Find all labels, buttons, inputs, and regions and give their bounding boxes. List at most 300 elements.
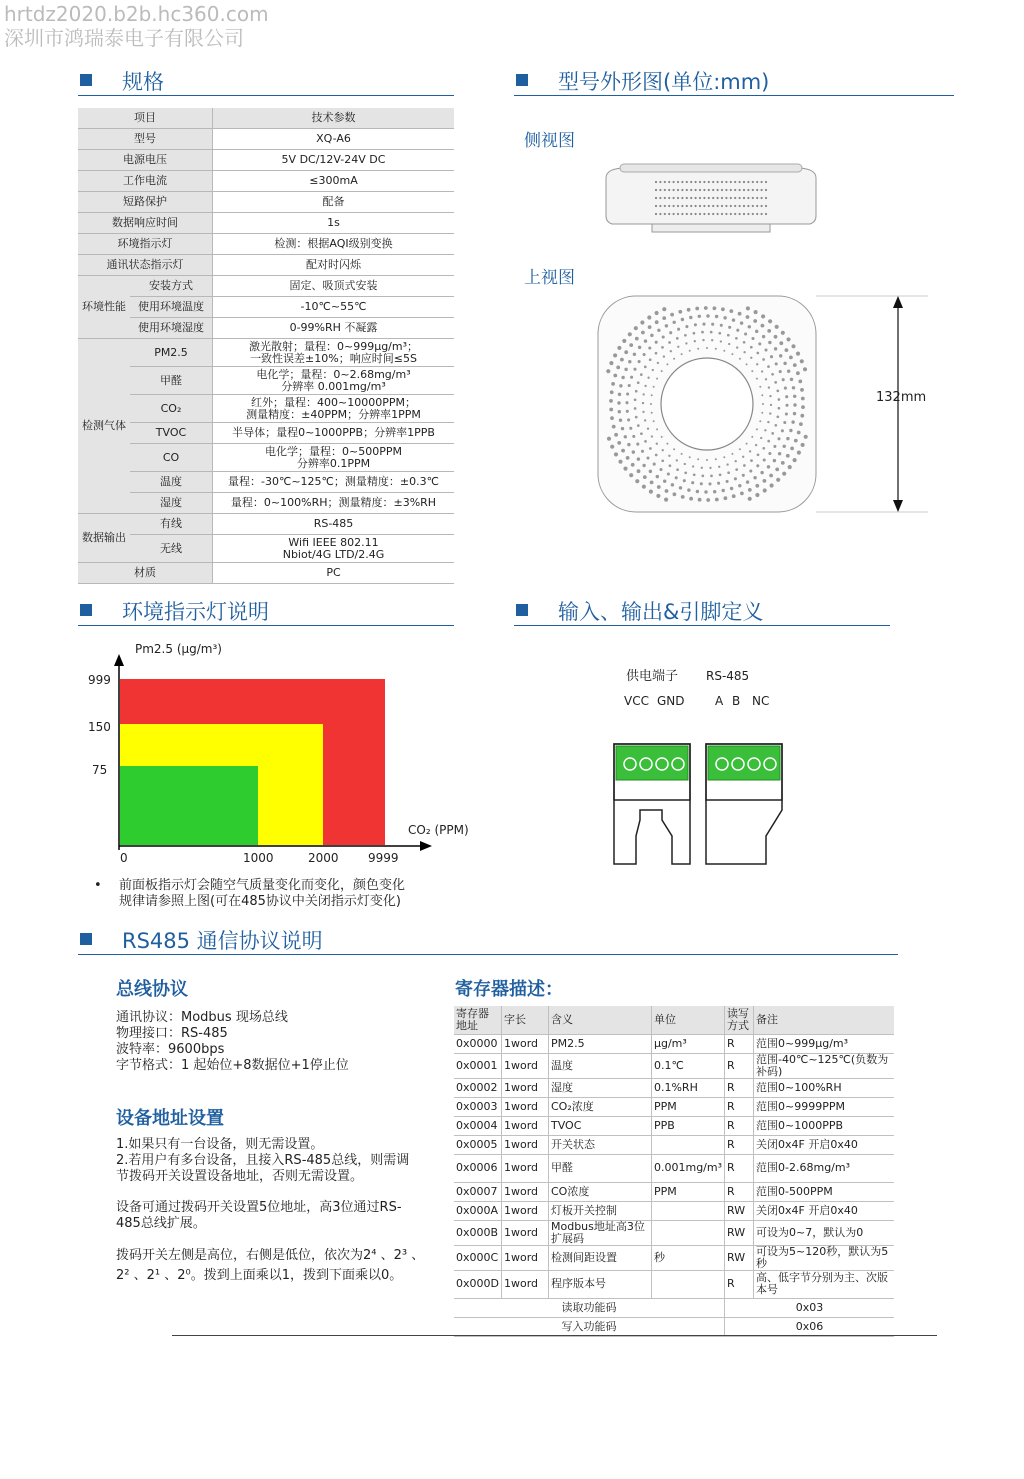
addr-line: 设备可通过拨码开关设置5位地址，高3位通过RS- <box>116 1200 402 1215</box>
vent-hole <box>764 429 766 431</box>
vent-hole <box>781 331 785 335</box>
vent-hole <box>643 393 645 395</box>
vent-hole <box>643 475 647 479</box>
section-marker-icon <box>80 604 92 616</box>
vent-hole <box>686 205 688 207</box>
spec-value: 量程：0~100%RH；测量精度：±3%RH <box>213 493 455 514</box>
vent-hole <box>792 386 795 389</box>
vent-hole <box>613 374 617 378</box>
x-tick-label: 1000 <box>243 851 274 865</box>
vent-hole <box>701 331 704 334</box>
vent-hole <box>755 444 757 446</box>
vent-hole <box>628 384 631 387</box>
reg-len: 1word <box>501 1135 548 1154</box>
vent-hole <box>664 189 666 191</box>
vent-hole <box>736 329 739 332</box>
watermark-url: hrtdz2020.b2b.hc360.com <box>4 2 269 26</box>
vent-hole <box>743 351 745 353</box>
y-tick-label: 150 <box>88 720 111 734</box>
reg-len: 1word <box>501 1182 548 1201</box>
vent-hole <box>653 463 656 466</box>
spec-item: PM2.5 <box>130 339 213 367</box>
reg-meaning: CO₂浓度 <box>548 1097 651 1116</box>
vent-hole <box>771 432 774 435</box>
vent-hole <box>742 474 745 477</box>
vent-hole <box>720 324 723 327</box>
vent-hole <box>769 395 771 397</box>
vent-hole <box>718 466 720 468</box>
vent-hole <box>626 456 630 460</box>
spec-value: 量程：-30℃~125℃；测量精度：±0.3℃ <box>213 472 455 493</box>
vent-hole <box>649 490 653 494</box>
vent-hole <box>704 490 707 493</box>
vent-hole <box>638 346 641 349</box>
vent-hole <box>644 339 647 342</box>
section-marker-icon <box>80 74 92 86</box>
vent-hole <box>787 369 790 372</box>
vent-hole <box>739 181 741 183</box>
vent-hole <box>677 181 679 183</box>
power-terminal-block <box>614 744 690 864</box>
bus-line: 物理接口：RS-485 <box>116 1026 228 1041</box>
spec-value: PC <box>213 563 455 584</box>
vent-hole <box>721 181 723 183</box>
spec-value: 1s <box>213 213 455 234</box>
vent-hole <box>765 181 767 183</box>
vent-hole <box>769 412 771 414</box>
vent-hole <box>778 398 781 401</box>
vent-hole <box>760 437 762 439</box>
spec-item: 使用环境温度 <box>130 297 213 318</box>
vent-hole <box>626 410 629 413</box>
vent-hole <box>783 421 786 424</box>
vent-hole <box>708 181 710 183</box>
vent-hole <box>724 496 728 500</box>
vent-hole <box>695 205 697 207</box>
spec-value: 检测：根据AQI级别变换 <box>213 234 455 255</box>
reg-rw: R <box>725 1154 754 1182</box>
reg-len: 1word <box>501 1270 548 1298</box>
reg-meaning: 灯板开关控制 <box>548 1201 651 1220</box>
vent-hole <box>759 386 761 388</box>
header-rw-line: 方式 <box>727 1018 750 1032</box>
footer-label: 读取功能码 <box>454 1298 725 1317</box>
table-row <box>78 108 454 129</box>
vent-hole <box>746 363 748 365</box>
reg-addr: 0x000B <box>454 1220 501 1245</box>
vent-hole <box>768 386 770 388</box>
vent-hole <box>796 371 800 375</box>
vent-hole <box>606 369 610 373</box>
reg-len: 1word <box>501 1245 548 1270</box>
vent-hole <box>800 414 804 418</box>
vent-hole <box>771 373 774 376</box>
reg-rw: R <box>725 1053 754 1078</box>
spec-value-line: 激光散射；量程：0~999μg/m³； <box>248 339 419 353</box>
vent-hole <box>717 189 719 191</box>
vent-hole <box>632 435 635 438</box>
vent-hole <box>743 181 745 183</box>
footer-label: 写入功能码 <box>454 1317 725 1336</box>
vent-hole <box>647 428 649 430</box>
vent-hole <box>735 468 738 471</box>
vent-hole <box>756 352 759 355</box>
vent-hole <box>751 436 753 438</box>
vent-hole <box>697 348 699 350</box>
vent-hole <box>698 315 701 318</box>
vent-hole <box>644 440 647 443</box>
reg-unit: PPM <box>651 1097 724 1116</box>
reg-addr: 0x0002 <box>454 1078 501 1097</box>
reg-unit: PPM <box>651 1182 724 1201</box>
reg-note: 关闭0x4F 开启0x40 <box>754 1201 894 1220</box>
vent-hole <box>655 181 657 183</box>
vent-hole <box>803 367 807 371</box>
vent-hole <box>699 213 701 215</box>
spec-item: 使用环境湿度 <box>130 318 213 339</box>
vent-hole <box>728 343 730 345</box>
vent-hole <box>730 189 732 191</box>
rs485-terminal-block <box>706 744 782 864</box>
y-tick-label: 999 <box>88 673 111 687</box>
vent-hole <box>779 341 783 345</box>
group-output: 数据输出 <box>78 514 130 563</box>
vent-hole <box>637 381 640 384</box>
reg-unit: μg/m³ <box>651 1034 724 1053</box>
bus-line: 通讯协议：Modbus 现场总线 <box>116 1010 288 1025</box>
vent-hole <box>664 213 666 215</box>
vent-hole <box>743 213 745 215</box>
vent-hole <box>655 320 659 324</box>
reg-rw: RW <box>725 1201 754 1220</box>
addr-line: 485总线扩展。 <box>116 1216 206 1231</box>
vent-hole <box>664 181 666 183</box>
vent-hole <box>765 189 767 191</box>
vent-hole <box>738 484 741 487</box>
vent-hole <box>744 332 747 335</box>
vent-hole <box>662 316 666 320</box>
watermark-company: 深圳市鸿瑞泰电子有限公司 <box>4 26 244 50</box>
x-tick-label: 9999 <box>368 851 399 865</box>
vent-hole <box>677 189 679 191</box>
vent-hole <box>702 339 704 341</box>
vent-hole <box>708 197 710 199</box>
reg-rw: R <box>725 1135 754 1154</box>
section-marker-icon <box>80 933 92 945</box>
reg-len: 1word <box>501 1078 548 1097</box>
table-row <box>454 1270 894 1298</box>
vent-hole <box>622 339 626 343</box>
vent-hole <box>609 408 613 412</box>
vent-hole <box>657 362 659 364</box>
header-unit: 单位 <box>651 1006 724 1034</box>
vent-hole <box>711 323 714 326</box>
y-axis-arrow-icon <box>114 654 124 666</box>
reg-note: 范围0~9999PPM <box>754 1097 894 1116</box>
section-indicator-label: 环境指示灯说明 <box>122 600 269 624</box>
spec-value: RS-485 <box>213 514 455 535</box>
spec-value: ≤300mA <box>213 171 455 192</box>
vent-hole <box>641 331 645 335</box>
pin-a: A <box>715 694 724 708</box>
table-row <box>78 192 454 213</box>
vent-hole <box>628 360 631 363</box>
table-row <box>454 1182 894 1201</box>
vent-hole <box>612 425 616 429</box>
vent-hole <box>730 205 732 207</box>
vent-hole <box>701 475 704 478</box>
bottom-rule <box>172 1335 937 1336</box>
vent-hole <box>761 189 763 191</box>
vent-hole <box>729 309 733 313</box>
vent-hole <box>735 460 737 462</box>
vent-hole <box>685 325 688 328</box>
register-title: 寄存器描述： <box>455 979 563 1000</box>
vent-hole <box>715 498 719 502</box>
addr-line: 拨码开关左侧是高位，右侧是低位，依次为2⁴ 、2³ 、 <box>116 1248 425 1263</box>
vent-hole <box>750 357 752 359</box>
aqi-zone <box>120 766 258 845</box>
pin-nc: NC <box>752 694 770 708</box>
table-row <box>454 1135 894 1154</box>
vent-hole <box>751 337 754 340</box>
vent-hole <box>704 306 708 310</box>
vent-hole <box>708 213 710 215</box>
spec-value-line: 测量精度：±40PPM；分辨率1PPM <box>246 407 421 421</box>
reg-addr: 0x000D <box>454 1270 501 1298</box>
vent-hole <box>801 397 805 401</box>
vent-hole <box>746 306 750 310</box>
addr-line: 节拨码开关设置设备地址，否则无需设置。 <box>116 1169 364 1184</box>
vent-hole <box>684 334 687 337</box>
vent-hole <box>764 348 767 351</box>
vent-hole <box>669 464 672 467</box>
reg-addr: 0x0001 <box>454 1053 501 1078</box>
vent-hole <box>661 436 663 438</box>
vent-hole <box>634 398 637 401</box>
vent-hole <box>779 354 782 357</box>
vent-hole <box>770 404 772 406</box>
vent-hole <box>752 213 754 215</box>
vent-hole <box>651 435 653 437</box>
vent-hole <box>610 390 614 394</box>
table-row <box>454 1154 894 1182</box>
spec-item: 温度 <box>130 472 213 493</box>
spec-value-line: 电化学；量程：0~2.68mg/m³ <box>256 367 411 381</box>
vent-hole <box>706 314 709 317</box>
spec-value: 5V DC/12V-24V DC <box>213 150 455 171</box>
vent-hole <box>761 205 763 207</box>
vent-hole <box>700 482 703 485</box>
table-row <box>78 423 454 444</box>
spec-value-line: Nbiot/4G LTD/2.4G <box>282 547 385 561</box>
vent-hole <box>740 321 743 324</box>
vent-hole <box>649 470 652 473</box>
vent-hole <box>673 197 675 199</box>
vent-hole <box>696 490 699 493</box>
reg-note: 范围0-500PPM <box>754 1182 894 1201</box>
vent-hole <box>665 324 668 327</box>
vent-hole <box>656 475 659 478</box>
vent-hole <box>790 447 794 451</box>
addr-line: 2² 、2¹ 、2⁰。拨到上面乘以1，拨到下面乘以0。 <box>116 1268 403 1283</box>
header-item: 项目 <box>78 108 213 129</box>
vent-hole <box>677 205 679 207</box>
vent-hole <box>629 473 633 477</box>
vent-hole <box>743 189 745 191</box>
header-addr <box>454 1006 501 1034</box>
header-len: 字长 <box>501 1006 548 1034</box>
reg-rw: R <box>725 1116 754 1135</box>
vent-hole <box>746 443 748 445</box>
divider <box>78 95 454 96</box>
vent-hole <box>747 205 749 207</box>
reg-unit: 0.1℃ <box>651 1053 724 1078</box>
vent-hole <box>689 350 691 352</box>
vent-hole <box>647 315 651 319</box>
vent-hole <box>749 450 751 452</box>
vent-hole <box>752 197 754 199</box>
reg-len: 1word <box>501 1097 548 1116</box>
vent-hole <box>708 482 711 485</box>
spec-item: 甲醛 <box>130 367 213 395</box>
vent-hole <box>695 181 697 183</box>
reg-len: 1word <box>501 1154 548 1182</box>
reg-meaning: 温度 <box>548 1053 651 1078</box>
section-rs485-label: RS485 通信协议说明 <box>122 929 323 953</box>
vent-hole <box>791 344 795 348</box>
table-row <box>454 1245 894 1270</box>
vent-hole <box>695 189 697 191</box>
reg-rw: R <box>725 1270 754 1298</box>
spec-item: 材质 <box>78 563 213 584</box>
vent-hole <box>768 319 772 323</box>
spec-value-line: Wifi IEEE 802.11 <box>288 535 379 549</box>
vent-hole <box>788 465 792 469</box>
vent-hole <box>748 325 751 328</box>
vent-hole <box>731 353 733 355</box>
vent-hole <box>763 488 767 492</box>
reg-addr: 0x0007 <box>454 1182 501 1201</box>
vent-hole <box>702 323 705 326</box>
table-row <box>78 297 454 318</box>
spec-value <box>213 395 455 423</box>
vent-hole <box>690 213 692 215</box>
vent-hole <box>742 456 744 458</box>
vent-hole <box>621 427 624 430</box>
vent-hole <box>778 452 781 455</box>
reg-note: 范围0-2.68mg/m³ <box>754 1154 894 1182</box>
vent-hole <box>614 452 618 456</box>
reg-rw: R <box>725 1078 754 1097</box>
x-axis-arrow-icon <box>420 841 432 851</box>
section-io-label: 输入、输出&引脚定义 <box>558 600 764 624</box>
vent-hole <box>655 352 658 355</box>
vent-hole <box>711 339 713 341</box>
vent-hole <box>681 213 683 215</box>
reg-meaning: 湿度 <box>548 1078 651 1097</box>
vent-hole <box>657 329 660 332</box>
vent-hole <box>801 405 805 409</box>
reg-addr: 0x0006 <box>454 1154 501 1182</box>
table-row <box>78 129 454 150</box>
vent-hole <box>723 456 725 458</box>
vent-hole <box>690 189 692 191</box>
vent-hole <box>758 342 761 345</box>
vent-hole <box>768 341 771 344</box>
vent-hole <box>621 449 625 453</box>
vent-hole <box>661 346 664 349</box>
vent-hole <box>750 459 753 462</box>
vent-hole <box>720 340 722 342</box>
reg-meaning: PM2.5 <box>548 1034 651 1053</box>
vent-hole <box>712 197 714 199</box>
vent-hole <box>613 353 617 357</box>
vent-hole <box>663 479 666 482</box>
vent-hole <box>634 407 637 410</box>
vent-hole <box>765 378 767 380</box>
table-row <box>78 276 454 297</box>
vent-hole <box>779 370 782 373</box>
vent-hole <box>767 440 770 443</box>
vent-hole <box>655 341 658 344</box>
table-row <box>454 1201 894 1220</box>
pin-vcc: VCC <box>624 694 649 708</box>
reg-note: 范围0~1000PPB <box>754 1116 894 1135</box>
vent-hole <box>768 452 771 455</box>
vent-hole <box>721 307 725 311</box>
reg-unit: PPB <box>651 1116 724 1135</box>
vent-hole <box>712 189 714 191</box>
vent-hole <box>713 306 717 310</box>
vent-hole <box>770 355 773 358</box>
spec-value: 配备 <box>213 192 455 213</box>
y-tick-label: 75 <box>92 763 108 777</box>
vent-hole <box>762 403 764 405</box>
table-row <box>454 1097 894 1116</box>
vent-hole <box>749 469 752 472</box>
vent-hole <box>717 205 719 207</box>
vent-hole <box>657 485 661 489</box>
vent-hole <box>726 463 728 465</box>
vent-hole <box>723 316 726 319</box>
vent-hole <box>798 380 802 384</box>
vent-hole <box>743 341 746 344</box>
spec-value: 半导体；量程0~1000PPB；分辨率1PPB <box>213 423 455 444</box>
vent-hole <box>677 213 679 215</box>
vent-hole <box>734 197 736 199</box>
spec-value-line: 分辨率 0.001mg/m³ <box>281 379 386 393</box>
vent-hole <box>659 205 661 207</box>
vent-hole <box>699 181 701 183</box>
vent-hole <box>656 494 660 498</box>
vent-hole <box>621 376 624 379</box>
vent-hole <box>686 197 688 199</box>
vent-hole <box>747 189 749 191</box>
vent-hole <box>692 465 694 467</box>
vent-hole <box>690 197 692 199</box>
vent-hole <box>669 331 672 334</box>
reg-unit <box>651 1220 724 1245</box>
reg-addr: 0x0000 <box>454 1034 501 1053</box>
vent-hole <box>781 461 785 465</box>
vent-hole <box>625 401 628 404</box>
vent-hole <box>732 318 735 321</box>
vent-hole <box>753 319 757 323</box>
spec-item: 有线 <box>130 514 213 535</box>
vent-hole <box>748 488 752 492</box>
vent-hole <box>655 197 657 199</box>
